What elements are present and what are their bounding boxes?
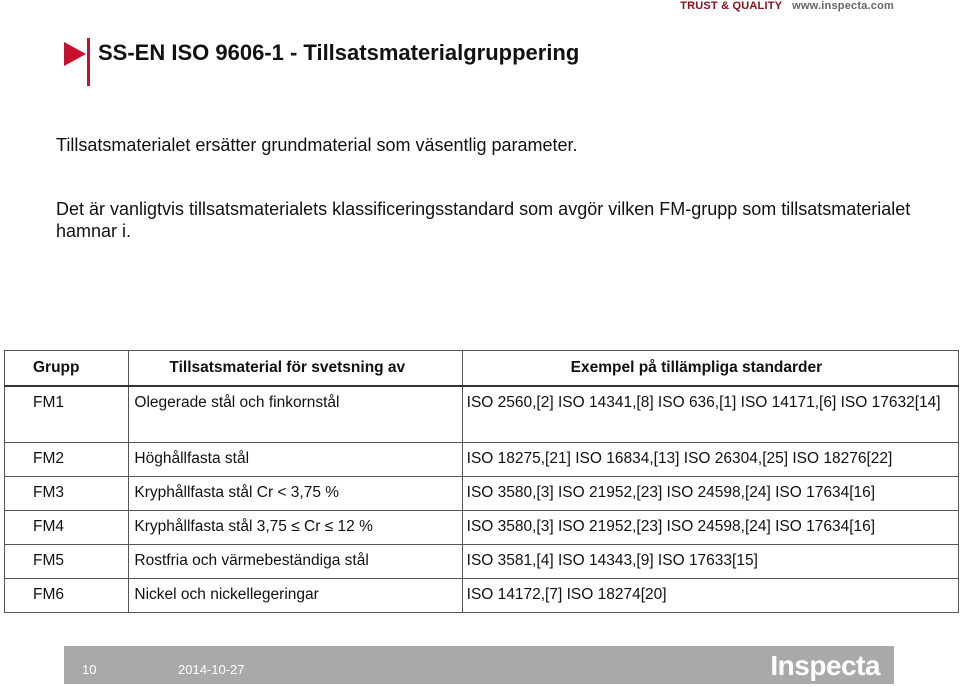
inspecta-logo: Inspecta bbox=[770, 650, 880, 681]
cell-standards: ISO 3580,[3] ISO 21952,[23] ISO 24598,[24] ISO 17634[16] bbox=[462, 510, 958, 544]
paragraph-1: Tillsatsmaterialet ersätter grundmaterial som väsentlig parameter. bbox=[56, 135, 578, 155]
paragraph-2: Det är vanligtvis tillsatsmaterialets klassificeringsstandard som avgör vilken FM-grupp som tillsatsmaterialet hamnar i. bbox=[56, 199, 911, 241]
table-row bbox=[5, 476, 959, 510]
title-divider bbox=[87, 38, 90, 86]
cell-standards: ISO 3580,[3] ISO 21952,[23] ISO 24598,[24] ISO 17634[16] bbox=[462, 476, 958, 510]
cell-grupp: FM2 bbox=[5, 442, 129, 476]
table-row bbox=[5, 442, 959, 476]
cell-standards: ISO 3581,[4] ISO 14343,[9] ISO 17633[15] bbox=[462, 544, 958, 578]
cell-grupp: FM6 bbox=[5, 578, 129, 612]
cell-material: Rostfria och värmebeständiga stål bbox=[129, 544, 462, 578]
brand-url: www.inspecta.com bbox=[792, 0, 894, 12]
brand-tagline: TRUST & QUALITY bbox=[680, 0, 783, 12]
cell-grupp: FM3 bbox=[5, 476, 129, 510]
table-row bbox=[5, 510, 959, 544]
col-header-standards: Exempel på tillämpliga standarder bbox=[462, 351, 958, 387]
title-arrow-icon bbox=[64, 42, 86, 66]
cell-material: Kryphållfasta stål Cr < 3,75 % bbox=[129, 476, 462, 510]
cell-grupp: FM4 bbox=[5, 510, 129, 544]
cell-material: Höghållfasta stål bbox=[129, 442, 462, 476]
cell-material: Kryphållfasta stål 3,75 ≤ Cr ≤ 12 % bbox=[129, 510, 462, 544]
page-number: 10 bbox=[82, 662, 97, 677]
col-header-grupp: Grupp bbox=[5, 351, 129, 387]
cell-grupp: FM5 bbox=[5, 544, 129, 578]
cell-grupp: FM1 bbox=[5, 386, 129, 442]
table-row bbox=[5, 544, 959, 578]
page-title: SS-EN ISO 9606-1 - Tillsatsmaterialgruppering bbox=[98, 40, 580, 65]
cell-standards: ISO 2560,[2] ISO 14341,[8] ISO 636,[1] ISO 14171,[6] ISO 17632[14] bbox=[462, 386, 958, 442]
table-row bbox=[5, 578, 959, 612]
table-header-row bbox=[5, 351, 959, 387]
col-header-material: Tillsatsmaterial för svetsning av bbox=[129, 351, 462, 387]
cell-standards: ISO 14172,[7] ISO 18274[20] bbox=[462, 578, 958, 612]
footer-bar bbox=[64, 646, 894, 684]
brand-header bbox=[680, 0, 894, 12]
cell-material: Olegerade stål och finkornstål bbox=[129, 386, 462, 442]
footer-date: 2014-10-27 bbox=[178, 662, 245, 677]
cell-standards: ISO 18275,[21] ISO 16834,[13] ISO 26304,[25] ISO 18276[22] bbox=[462, 442, 958, 476]
cell-material: Nickel och nickellegeringar bbox=[129, 578, 462, 612]
fm-group-table bbox=[4, 350, 959, 613]
table-row bbox=[5, 386, 959, 442]
